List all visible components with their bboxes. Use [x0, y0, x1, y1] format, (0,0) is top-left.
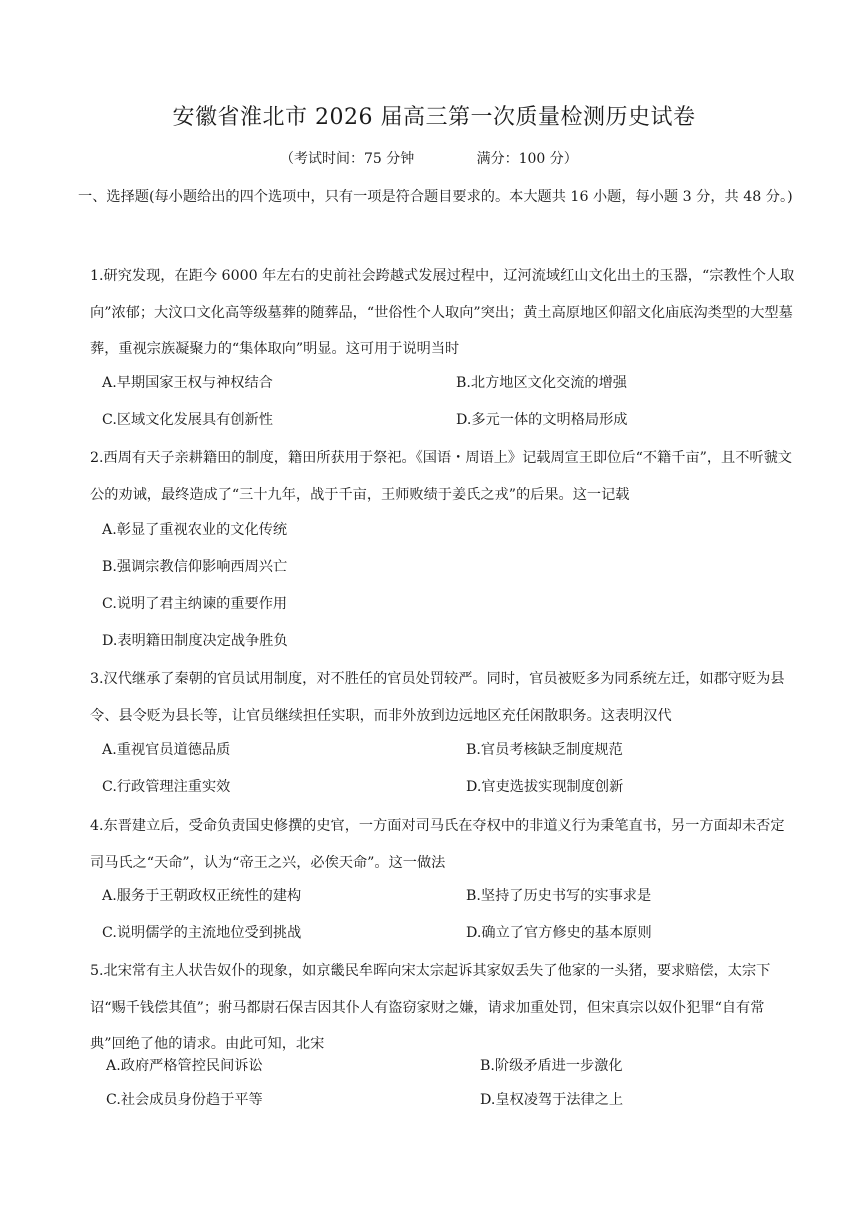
exam-title: 安徽省淮北市 2026 届高三第一次质量检测历史试卷 [172, 105, 696, 130]
question-2-option-d: D.表明籍田制度决定战争胜负 [102, 633, 288, 649]
question-5-option-d: D.皇权凌驾于法律之上 [480, 1092, 624, 1108]
question-4-stem: 4.东晋建立后，受命负责国史修撰的史官，一方面对司马氏在夺权中的非道义行为秉笔直书，另一方面却未否定司马氏之“天命”，认为“帝王之兴，必俟天命”。这一做法 [90, 818, 785, 871]
question-2-stem: 2.西周有天子亲耕籍田的制度，籍田所获用于祭祀。《国语・周语上》记载周宣王即位后“不籍千亩”，且不听虢文公的劝诫，最终造成了“三十九年，战于千亩，王师败绩于姜氏之戎”的后果。这一记载 [90, 450, 792, 503]
question-1-option-c: C.区域文化发展具有创新性 [102, 412, 273, 428]
question-3-option-b: B.官员考核缺乏制度规范 [466, 742, 623, 758]
section-intro: 一、选择题(每小题给出的四个选项中，只有一项是符合题目要求的。本大题共 16 小题，每小题 3 分，共 48 分。) [78, 189, 793, 205]
question-1-stem: 1.研究发现，在距今 6000 年左右的史前社会跨越式发展过程中，辽河流域红山文化出土的玉器，“宗教性个人取向”浓郁；大汶口文化高等级墓葬的随葬品，“世俗性个人取向”突出；黄土高原地区仰韶文化庙底沟类型的大型墓葬，重视宗族凝聚力的“集体取向”明显。这可用于说明当时 [90, 268, 795, 357]
question-3-option-c: C.行政管理注重实效 [102, 779, 231, 795]
question-4-option-a: A.服务于王朝政权正统性的建构 [102, 888, 302, 904]
question-4-option-b: B.坚持了历史书写的实事求是 [466, 888, 652, 904]
question-2-option-b: B.强调宗教信仰影响西周兴亡 [102, 559, 288, 575]
question-5-option-a: A.政府严格管控民间诉讼 [106, 1058, 263, 1074]
question-4-option-c: C.说明儒学的主流地位受到挑战 [102, 925, 302, 941]
question-2-option-c: C.说明了君主纳谏的重要作用 [102, 596, 288, 612]
exam-info: （考试时间：75 分钟 满分：100 分） [280, 151, 578, 167]
question-4-option-d: D.确立了官方修史的基本原则 [466, 925, 652, 941]
question-3-stem: 3.汉代继承了秦朝的官员试用制度，对不胜任的官员处罚较严。同时，官员被贬多为同系统左迁，如郡守贬为县令、县令贬为县长等，让官员继续担任实职，而非外放到边远地区充任闲散职务。这表明汉代 [90, 671, 785, 724]
question-5-option-b: B.阶级矛盾进一步激化 [480, 1058, 623, 1074]
question-1-option-d: D.多元一体的文明格局形成 [456, 412, 628, 428]
question-5-stem: 5.北宋常有主人状告奴仆的现象，如京畿民牟晖向宋太宗起诉其家奴丢失了他家的一头猪，要求赔偿，太宗下诏“赐千钱偿其值”；驸马都尉石保吉因其仆人有盗窃家财之嫌，请求加重处罚，但宋真宗以奴仆犯罪“自有常典”回绝了他的请求。由此可知，北宋 [90, 963, 771, 1052]
question-1-option-a: A.早期国家王权与神权结合 [102, 375, 273, 391]
question-3-option-a: A.重视官员道德品质 [102, 742, 231, 758]
question-5-option-c: C.社会成员身份趋于平等 [106, 1092, 263, 1108]
question-1-option-b: B.北方地区文化交流的增强 [456, 375, 627, 391]
question-3-option-d: D.官吏选拔实现制度创新 [466, 779, 624, 795]
question-2-option-a: A.彰显了重视农业的文化传统 [102, 522, 288, 538]
